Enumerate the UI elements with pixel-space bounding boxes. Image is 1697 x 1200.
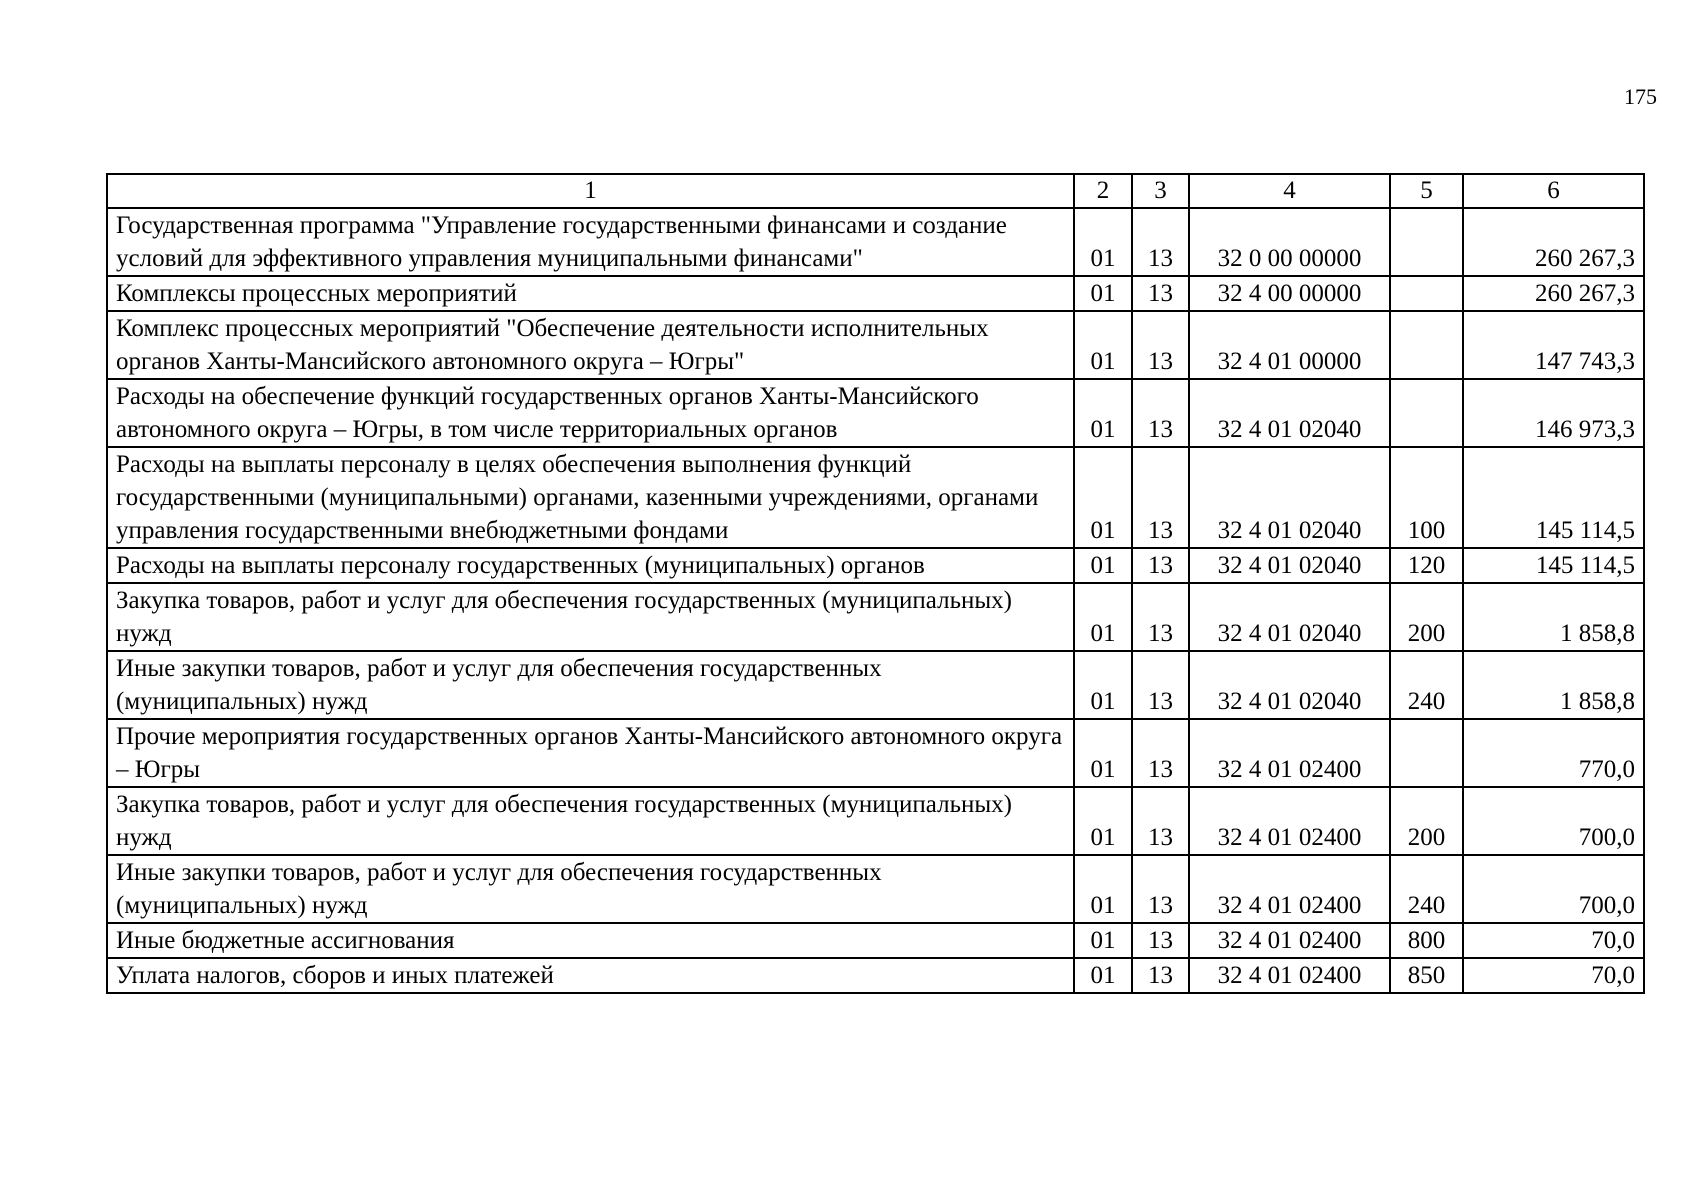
row-section-cell: 01 — [1074, 855, 1132, 923]
row-type-cell: 240 — [1390, 855, 1463, 923]
row-code-cell: 32 4 01 02400 — [1189, 958, 1390, 993]
row-name-cell: Уплата налогов, сборов и иных платежей — [107, 958, 1074, 993]
row-type-cell: 240 — [1390, 651, 1463, 719]
row-type-cell: 100 — [1390, 447, 1463, 548]
row-type-cell: 200 — [1390, 583, 1463, 651]
table-row — [107, 719, 1644, 787]
row-name-cell: Расходы на обеспечение функций государственных органов Ханты-Мансийского автономного округа – Югры, в том числе территориальных органов — [107, 379, 1074, 447]
row-name-cell: Расходы на выплаты персоналу государственных (муниципальных) органов — [107, 548, 1074, 583]
row-name-cell: Закупка товаров, работ и услуг для обеспечения государственных (муниципальных) нужд — [107, 787, 1074, 855]
row-code-cell: 32 4 01 02040 — [1189, 548, 1390, 583]
row-sum-cell: 70,0 — [1463, 923, 1644, 958]
row-code-cell: 32 0 00 00000 — [1189, 208, 1390, 276]
row-name-cell: Закупка товаров, работ и услуг для обеспечения государственных (муниципальных) нужд — [107, 583, 1074, 651]
row-sum-cell: 70,0 — [1463, 958, 1644, 993]
row-type-cell — [1390, 379, 1463, 447]
row-section-cell: 01 — [1074, 276, 1132, 311]
row-subsection-cell: 13 — [1132, 447, 1189, 548]
row-sum-cell: 1 858,8 — [1463, 651, 1644, 719]
row-code-cell: 32 4 01 02040 — [1189, 583, 1390, 651]
row-section-cell: 01 — [1074, 447, 1132, 548]
row-subsection-cell: 13 — [1132, 958, 1189, 993]
row-section-cell: 01 — [1074, 958, 1132, 993]
row-type-cell — [1390, 208, 1463, 276]
row-subsection-cell: 13 — [1132, 719, 1189, 787]
row-subsection-cell: 13 — [1132, 923, 1189, 958]
row-section-cell: 01 — [1074, 719, 1132, 787]
row-name-cell: Прочие мероприятия государственных органов Ханты-Мансийского автономного округа – Югры — [107, 719, 1074, 787]
row-code-cell: 32 4 01 02040 — [1189, 379, 1390, 447]
row-name-cell: Государственная программа "Управление государственными финансами и создание условий для эффективного управления муниципальными финансами" — [107, 208, 1074, 276]
row-section-cell: 01 — [1074, 923, 1132, 958]
row-sum-cell: 145 114,5 — [1463, 447, 1644, 548]
header-col-6: 6 — [1463, 174, 1644, 208]
table-row — [107, 276, 1644, 311]
row-subsection-cell: 13 — [1132, 651, 1189, 719]
table-row — [107, 311, 1644, 379]
header-col-4: 4 — [1189, 174, 1390, 208]
header-col-2: 2 — [1074, 174, 1132, 208]
header-col-1: 1 — [107, 174, 1074, 208]
row-sum-cell: 145 114,5 — [1463, 548, 1644, 583]
row-section-cell: 01 — [1074, 379, 1132, 447]
table-row — [107, 583, 1644, 651]
row-type-cell — [1390, 276, 1463, 311]
table-row — [107, 855, 1644, 923]
header-col-3: 3 — [1132, 174, 1189, 208]
table-row — [107, 923, 1644, 958]
row-name-cell: Комплекс процессных мероприятий "Обеспечение деятельности исполнительных органов Ханты-Мансийского автономного округа – Югры" — [107, 311, 1074, 379]
row-type-cell: 850 — [1390, 958, 1463, 993]
row-code-cell: 32 4 01 02040 — [1189, 447, 1390, 548]
table-row — [107, 958, 1644, 993]
row-sum-cell: 260 267,3 — [1463, 208, 1644, 276]
table-row — [107, 379, 1644, 447]
row-sum-cell: 1 858,8 — [1463, 583, 1644, 651]
header-col-5: 5 — [1390, 174, 1463, 208]
row-section-cell: 01 — [1074, 651, 1132, 719]
row-section-cell: 01 — [1074, 548, 1132, 583]
row-type-cell: 120 — [1390, 548, 1463, 583]
row-code-cell: 32 4 01 02400 — [1189, 719, 1390, 787]
row-type-cell — [1390, 719, 1463, 787]
row-sum-cell: 260 267,3 — [1463, 276, 1644, 311]
row-subsection-cell: 13 — [1132, 208, 1189, 276]
row-type-cell: 800 — [1390, 923, 1463, 958]
row-type-cell — [1390, 311, 1463, 379]
table-row — [107, 447, 1644, 548]
row-subsection-cell: 13 — [1132, 379, 1189, 447]
row-subsection-cell: 13 — [1132, 311, 1189, 379]
row-name-cell: Комплексы процессных мероприятий — [107, 276, 1074, 311]
row-sum-cell: 700,0 — [1463, 855, 1644, 923]
row-code-cell: 32 4 00 00000 — [1189, 276, 1390, 311]
row-sum-cell: 146 973,3 — [1463, 379, 1644, 447]
row-sum-cell: 147 743,3 — [1463, 311, 1644, 379]
page-number: 175 — [1624, 84, 1657, 109]
row-subsection-cell: 13 — [1132, 787, 1189, 855]
table-row — [107, 548, 1644, 583]
row-section-cell: 01 — [1074, 208, 1132, 276]
row-section-cell: 01 — [1074, 311, 1132, 379]
row-section-cell: 01 — [1074, 787, 1132, 855]
row-sum-cell: 700,0 — [1463, 787, 1644, 855]
budget-table — [106, 173, 1645, 994]
row-subsection-cell: 13 — [1132, 276, 1189, 311]
row-code-cell: 32 4 01 02040 — [1189, 651, 1390, 719]
row-subsection-cell: 13 — [1132, 583, 1189, 651]
row-name-cell: Иные бюджетные ассигнования — [107, 923, 1074, 958]
table-header-row — [107, 174, 1644, 208]
table-row — [107, 787, 1644, 855]
table-row — [107, 651, 1644, 719]
row-code-cell: 32 4 01 02400 — [1189, 855, 1390, 923]
row-code-cell: 32 4 01 00000 — [1189, 311, 1390, 379]
row-sum-cell: 770,0 — [1463, 719, 1644, 787]
row-code-cell: 32 4 01 02400 — [1189, 923, 1390, 958]
row-subsection-cell: 13 — [1132, 855, 1189, 923]
table-row — [107, 208, 1644, 276]
row-name-cell: Расходы на выплаты персоналу в целях обеспечения выполнения функций государственными (муниципальными) органами, казенными учреждениями, органами управления государственными внебюджетными фондами — [107, 447, 1074, 548]
row-section-cell: 01 — [1074, 583, 1132, 651]
row-subsection-cell: 13 — [1132, 548, 1189, 583]
row-name-cell: Иные закупки товаров, работ и услуг для обеспечения государственных (муниципальных) нужд — [107, 855, 1074, 923]
table-body — [107, 208, 1644, 993]
row-type-cell: 200 — [1390, 787, 1463, 855]
row-name-cell: Иные закупки товаров, работ и услуг для обеспечения государственных (муниципальных) нужд — [107, 651, 1074, 719]
row-code-cell: 32 4 01 02400 — [1189, 787, 1390, 855]
